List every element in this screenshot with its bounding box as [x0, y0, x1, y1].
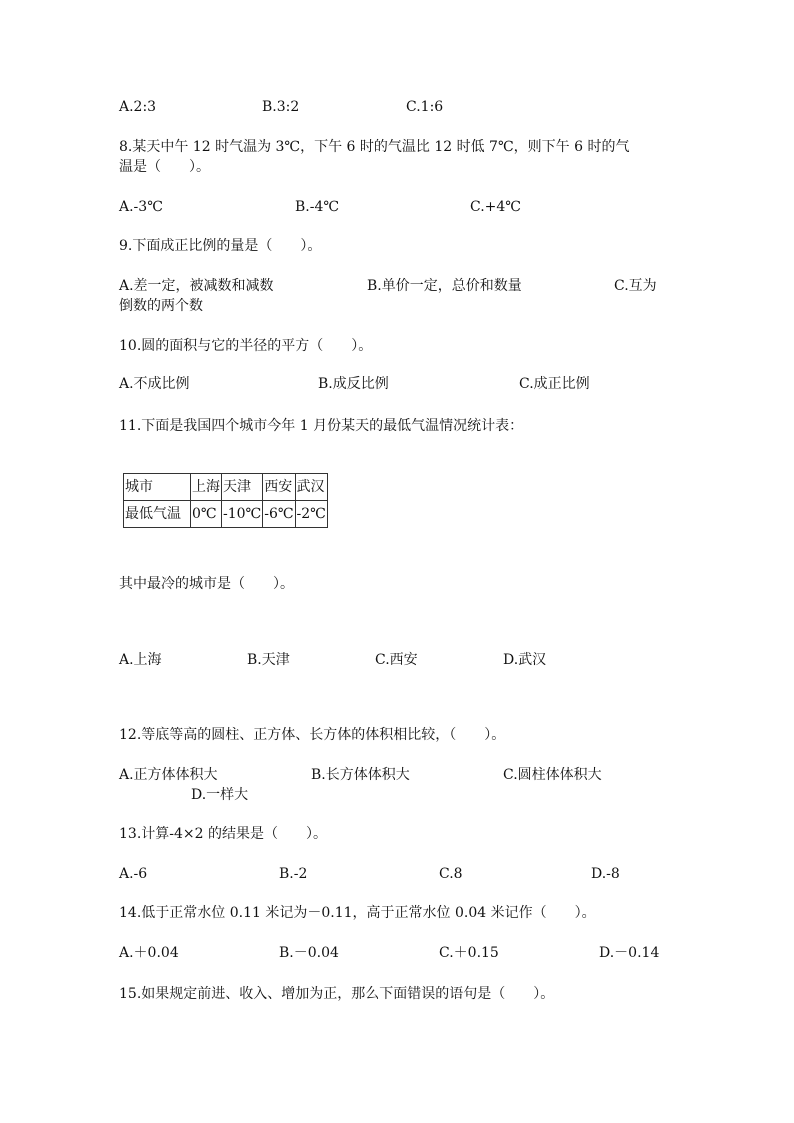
q7-option-b: B.3:2: [262, 99, 300, 115]
temperature-table: [123, 473, 328, 528]
q12-option-c: C.圆柱体体积大: [503, 767, 602, 783]
q15-question: 15.如果规定前进、收入、增加为正，那么下面错误的语句是（ ）。: [119, 986, 555, 1002]
q11-option-c: C.西安: [375, 652, 418, 668]
q13-option-c: C.8: [439, 866, 463, 882]
q14-option-b: B.－0.04: [279, 945, 339, 961]
q10-option-a: A.不成比例: [119, 376, 190, 392]
q8-option-b: B.-4℃: [295, 199, 340, 215]
table-cell: 最低气温: [124, 501, 191, 528]
q14-option-a: A.＋0.04: [119, 945, 179, 961]
q14-question: 14.低于正常水位 0.11 米记为－0.11，高于正常水位 0.04 米记作（ ）。: [119, 905, 596, 921]
q9-option-b: B.单价一定，总价和数量: [367, 278, 522, 294]
table-header-cell: 武汉: [295, 474, 327, 501]
q7-option-a: A.2:3: [119, 99, 157, 115]
q9-option-c: C.互为: [614, 278, 657, 294]
q13-option-a: A.-6: [119, 866, 148, 882]
q8-option-c: C.+4℃: [470, 199, 521, 215]
q11-question: 11.下面是我国四个城市今年 1 月份某天的最低气温情况统计表：: [119, 418, 524, 434]
q11-option-a: A.上海: [119, 652, 162, 668]
q8-option-a: A.-3℃: [119, 199, 163, 215]
q10-option-b: B.成反比例: [318, 376, 389, 392]
table-cell: -10℃: [222, 501, 263, 528]
q9-option-c-continued: 倒数的两个数: [119, 298, 203, 314]
table-cell: -2℃: [295, 501, 327, 528]
q10-option-c: C.成正比例: [519, 376, 590, 392]
q7-option-c: C.1:6: [406, 99, 444, 115]
table-header-cell: 天津: [222, 474, 263, 501]
q11-option-d: D.武汉: [503, 652, 547, 668]
q8-question-line2: 温是（ ）。: [119, 159, 210, 175]
q9-option-a: A.差一定，被减数和减数: [119, 278, 274, 294]
q13-question: 13.计算-4×2 的结果是（ ）。: [119, 826, 327, 842]
table-cell: -6℃: [263, 501, 295, 528]
q14-option-d: D.－0.14: [599, 945, 660, 961]
q9-question: 9.下面成正比例的量是（ ）。: [119, 238, 322, 254]
q11-sub-question: 其中最冷的城市是（ ）。: [119, 576, 294, 592]
q12-option-d: D.一样大: [191, 787, 249, 803]
q11-option-b: B.天津: [247, 652, 290, 668]
q13-option-d: D.-8: [591, 866, 620, 882]
q12-option-a: A.正方体体积大: [119, 767, 218, 783]
q14-option-c: C.＋0.15: [439, 945, 499, 961]
q13-option-b: B.-2: [279, 866, 308, 882]
q12-option-b: B.长方体体积大: [311, 767, 410, 783]
q10-question: 10.圆的面积与它的半径的平方（ ）。: [119, 338, 373, 354]
table-cell: 0℃: [191, 501, 222, 528]
table-header-cell: 西安: [263, 474, 295, 501]
table-header-cell: 城市: [124, 474, 191, 501]
table-row: [124, 501, 328, 528]
table-header-row: [124, 474, 328, 501]
q12-question: 12.等底等高的圆柱、正方体、长方体的体积相比较，（ ）。: [119, 727, 506, 743]
q8-question-line1: 8.某天中午 12 时气温为 3℃，下午 6 时的气温比 12 时低 7℃，则下午 6 时的气: [119, 139, 630, 155]
table-header-cell: 上海: [191, 474, 222, 501]
